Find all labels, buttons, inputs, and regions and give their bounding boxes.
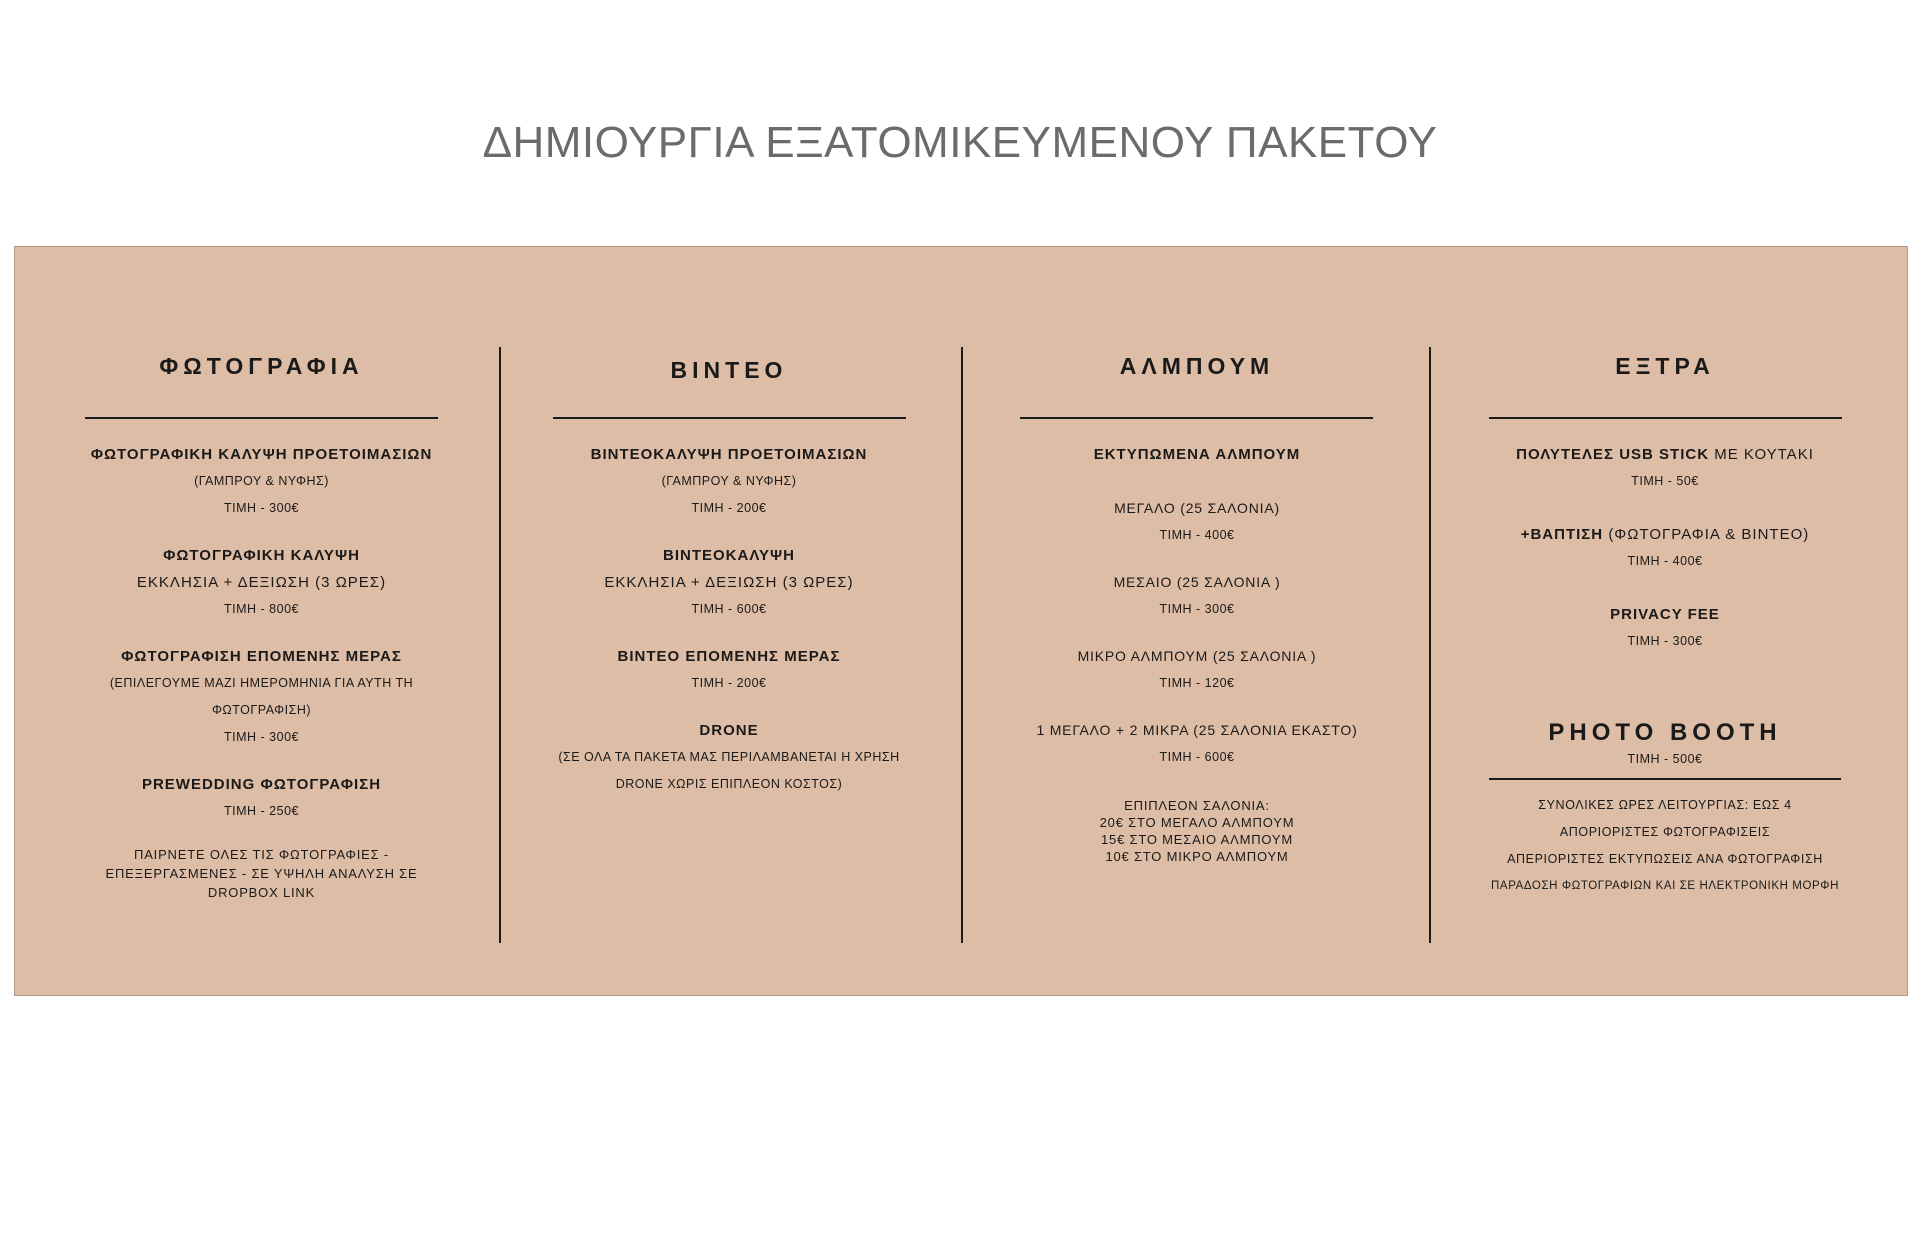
column-divider: [499, 347, 501, 943]
item-subtitle: DRONE ΧΩΡΙΣ ΕΠΙΠΛΕΟΝ ΚΟΣΤΟΣ): [615, 777, 843, 791]
video-prep-item: [522, 441, 936, 522]
item-price: ΤΙΜΗ - 400€: [1159, 528, 1235, 542]
item-price: ΤΙΜΗ - 200€: [691, 501, 767, 515]
baptism-tail: (ΦΩΤΟΓΡΑΦΙΑ & ΒΙΝΤΕΟ): [1608, 526, 1810, 543]
note-line: DROPBOX LINK: [207, 885, 316, 900]
note-line: 15€ ΣΤΟ ΜΕΣΑΙΟ ΑΛΜΠΟΥΜ: [1101, 832, 1293, 847]
feature-line: ΑΠΕΡΙΟΡΙΣΤΕΣ ΕΚΤΥΠΩΣΕΙΣ ΑΝΑ ΦΩΤΟΓΡΑΦΙΣΗ: [1507, 851, 1823, 866]
item-price: ΤΙΜΗ - 300€: [1627, 634, 1703, 648]
album-combo-item: [990, 717, 1404, 771]
item-price: ΤΙΜΗ - 250€: [224, 804, 299, 818]
photography-title: ΦΩΤΟΓΡΑΦΙΑ: [159, 353, 364, 379]
item-price: ΤΙΜΗ - 120€: [1159, 676, 1235, 690]
item-title: ΜΙΚΡΟ ΑΛΜΠΟΥΜ (25 ΣΑΛΟΝΙΑ ): [1077, 648, 1317, 664]
item-subtitle: (ΣΕ ΟΛΑ ΤΑ ΠΑΚΕΤΑ ΜΑΣ ΠΕΡΙΛΑΜΒΑΝΕΤΑΙ Η ΧΡΗΣΗ: [558, 750, 900, 764]
video-drone-item: [522, 717, 936, 798]
item-price: ΤΙΜΗ - 600€: [1159, 750, 1235, 764]
album-medium-item: [990, 569, 1404, 623]
item-title: [1459, 441, 1871, 468]
item-subtitle: ΕΚΚΛΗΣΙΑ + ΔΕΞΙΩΣΗ (3 ΩΡΕΣ): [136, 574, 387, 591]
note-line: 20€ ΣΤΟ ΜΕΓΑΛΟ ΑΛΜΠΟΥΜ: [1099, 815, 1295, 830]
item-title: PREWEDDING ΦΩΤΟΓΡΑΦΙΣΗ: [141, 776, 382, 793]
extras-privacy-item: [1459, 601, 1871, 655]
item-price: ΤΙΜΗ - 300€: [224, 730, 299, 744]
photo-coverage-item: [55, 542, 468, 623]
note-line: ΕΠΙΠΛΕΟΝ ΣΑΛΟΝΙΑ:: [1124, 798, 1270, 813]
item-price: ΤΙΜΗ - 400€: [1627, 554, 1703, 568]
item-title: ΦΩΤΟΓΡΑΦΙΣΗ ΕΠΟΜΕΝΗΣ ΜΕΡΑΣ: [121, 648, 402, 665]
note-line: 10€ ΣΤΟ ΜΙΚΡΟ ΑΛΜΠΟΥΜ: [1105, 849, 1289, 864]
item-price: ΤΙΜΗ - 800€: [224, 602, 299, 616]
item-subtitle: ΕΚΚΛΗΣΙΑ + ΔΕΞΙΩΣΗ (3 ΩΡΕΣ): [604, 574, 854, 591]
item-price: ΤΙΜΗ - 500€: [1627, 752, 1703, 766]
item-subtitle: (ΓΑΜΠΡΟΥ & ΝΥΦΗΣ): [661, 474, 797, 488]
video-column: [522, 247, 936, 997]
baptism-title: +ΒΑΠΤΙΣΗ: [1520, 526, 1604, 543]
item-price: ΤΙΜΗ - 200€: [691, 676, 767, 690]
photo-booth-title: PHOTO BOOTH: [1548, 719, 1782, 746]
photo-prep-item: [55, 441, 468, 522]
item-title: [990, 717, 1404, 744]
item-price: ΤΙΜΗ - 50€: [1631, 474, 1699, 488]
album-printed-item: [990, 441, 1404, 468]
video-title: ΒΙΝΤΕΟ: [670, 357, 788, 383]
item-subtitle: (ΓΑΜΠΡΟΥ & ΝΥΦΗΣ): [194, 474, 329, 488]
album-extra-spreads: [990, 797, 1404, 865]
album-large-item: [990, 495, 1404, 549]
booth-features: [1459, 792, 1871, 900]
note-line: ΕΠΕΞΕΡΓΑΣΜΕΝΕΣ - ΣΕ ΥΨΗΛΗ ΑΝΑΛΥΣΗ ΣΕ: [105, 866, 418, 881]
item-subtitle: (ΕΠΙΛΕΓΟΥΜΕ ΜΑΖΙ ΗΜΕΡΟΜΗΝΙΑ ΓΙΑ ΑΥΤΗ ΤΗ: [109, 676, 414, 690]
extras-usb-item: [1459, 441, 1871, 495]
item-title: ΦΩΤΟΓΡΑΦΙΚΗ ΚΑΛΥΨΗ ΠΡΟΕΤΟΙΜΑΣΙΩΝ: [90, 446, 433, 463]
album-small-item: [990, 643, 1404, 697]
booth-underline: [1489, 778, 1841, 780]
item-title: ΦΩΤΟΓΡΑΦΙΚΗ ΚΑΛΥΨΗ: [163, 547, 360, 564]
item-title: ΜΕΓΑΛΟ (25 ΣΑΛΟΝΙΑ): [1114, 500, 1280, 516]
page-title: ΔΗΜΙΟΥΡΓΙΑ ΕΞΑΤΟΜΙΚΕΥΜΕΝΟΥ ΠΑΚΕΤΟΥ: [482, 118, 1438, 167]
feature-line: ΠΑΡΑΔΟΣΗ ΦΩΤΟΓΡΑΦΙΩΝ ΚΑΙ ΣΕ ΗΛΕΚΤΡΟΝΙΚΗ ΜΟΡΦΗ: [1491, 879, 1839, 892]
photo-booth-item: [1459, 717, 1871, 900]
combo-label-tail: ΕΚΑΣΤΟ): [1291, 722, 1358, 738]
note-line: ΠΑΙΡΝΕΤΕ ΟΛΕΣ ΤΙΣ ΦΩΤΟΓΡΑΦΙΕΣ -: [134, 847, 389, 862]
usb-title: ΠΟΛΥΤΕΛΕΣ USB STICK: [1516, 446, 1710, 463]
item-price: ΤΙΜΗ - 300€: [224, 501, 299, 515]
album-column: [990, 247, 1404, 997]
feature-line: ΣΥΝΟΛΙΚΕΣ ΩΡΕΣ ΛΕΙΤΟΥΡΓΙΑΣ: ΕΩΣ 4: [1538, 797, 1792, 812]
combo-label: 1 ΜΕΓΑΛΟ + 2 ΜΙΚΡΑ (25 ΣΑΛΟΝΙΑ: [1036, 722, 1287, 738]
column-divider: [961, 347, 963, 943]
photo-prewedding-item: [55, 771, 468, 825]
item-title: ΒΙΝΤΕΟ ΕΠΟΜΕΝΗΣ ΜΕΡΑΣ: [617, 648, 841, 665]
feature-line: ΑΠΟΡΙΟΡΙΣΤΕΣ ΦΩΤΟΓΡΑΦΙΣΕΙΣ: [1559, 824, 1771, 839]
video-nextday-item: [522, 643, 936, 697]
photo-note: [55, 845, 468, 902]
item-subtitle: ΦΩΤΟΓΡΑΦΙΣΗ): [211, 703, 312, 717]
photo-nextday-item: [55, 643, 468, 751]
album-title: ΑΛΜΠΟΥΜ: [1119, 353, 1275, 379]
extras-baptism-item: [1459, 521, 1871, 575]
item-title: ΒΙΝΤΕΟΚΑΛΥΨΗ ΠΡΟΕΤΟΙΜΑΣΙΩΝ: [590, 446, 868, 463]
item-title: ΒΙΝΤΕΟΚΑΛΥΨΗ: [663, 547, 795, 564]
item-title: DRONE: [699, 722, 759, 739]
extras-column: [1459, 247, 1871, 997]
usb-tail: ΜΕ ΚΟΥΤΑΚΙ: [1714, 446, 1814, 463]
photography-column: [55, 247, 468, 997]
extras-title: ΕΞΤΡΑ: [1615, 353, 1715, 379]
column-divider: [1429, 347, 1431, 943]
video-coverage-item: [522, 542, 936, 623]
item-title: [1459, 521, 1871, 548]
item-price: ΤΙΜΗ - 300€: [1159, 602, 1235, 616]
item-title: PRIVACY FEE: [1610, 606, 1720, 623]
item-price: ΤΙΜΗ - 600€: [691, 602, 767, 616]
item-title: ΜΕΣΑΙΟ (25 ΣΑΛΟΝΙΑ ): [1113, 574, 1281, 590]
packages-panel: [14, 246, 1908, 996]
item-title: ΕΚΤΥΠΩΜΕΝΑ ΑΛΜΠΟΥΜ: [1093, 446, 1301, 463]
